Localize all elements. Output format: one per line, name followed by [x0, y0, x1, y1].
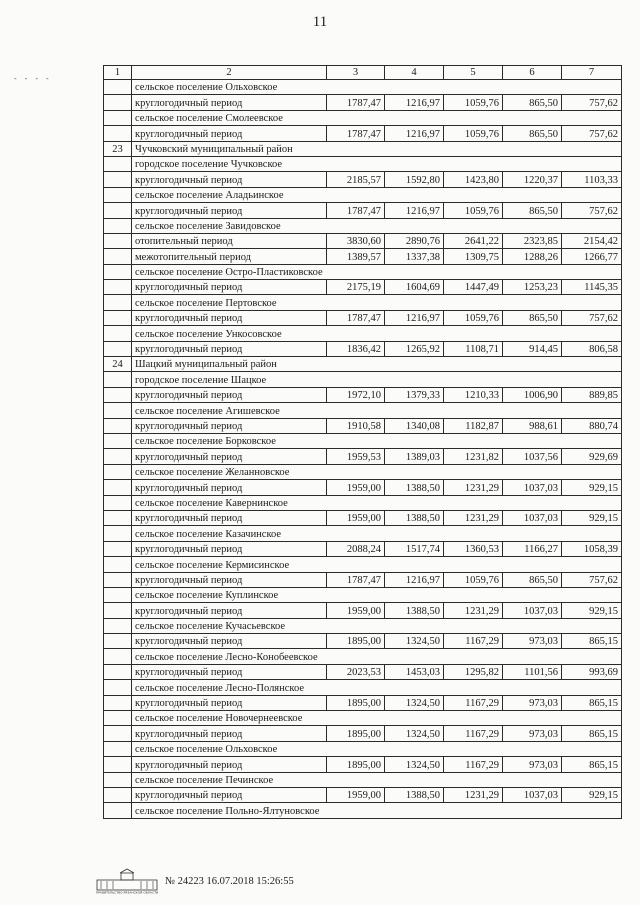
- period-label: круглогодичный период: [132, 203, 327, 218]
- index-cell: [104, 403, 132, 418]
- value-cell: 1108,71: [444, 341, 503, 356]
- index-cell: [104, 664, 132, 679]
- table-row-data: [104, 695, 622, 710]
- table-row-section: [104, 326, 622, 341]
- table-row-section: [104, 618, 622, 633]
- period-label: круглогодичный период: [132, 726, 327, 741]
- settlement-name: сельское поселение Ольховское: [132, 80, 622, 95]
- table-row-section: [104, 264, 622, 279]
- value-cell: 1037,56: [503, 449, 562, 464]
- period-label: круглогодичный период: [132, 757, 327, 772]
- value-cell: 1895,00: [327, 757, 385, 772]
- period-label: круглогодичный период: [132, 280, 327, 295]
- value-cell: 2890,76: [385, 233, 444, 248]
- index-cell: [104, 803, 132, 818]
- value-cell: 1231,29: [444, 510, 503, 525]
- column-number: 6: [503, 66, 562, 80]
- value-cell: 973,03: [503, 726, 562, 741]
- column-number: 5: [444, 66, 503, 80]
- index-cell: [104, 449, 132, 464]
- period-label: круглогодичный период: [132, 172, 327, 187]
- value-cell: 1182,87: [444, 418, 503, 433]
- settlement-name: сельское поселение Ольховское: [132, 741, 622, 756]
- index-cell: [104, 711, 132, 726]
- index-cell: [104, 326, 132, 341]
- value-cell: 1388,50: [385, 510, 444, 525]
- value-cell: 1059,76: [444, 572, 503, 587]
- value-cell: 1388,50: [385, 603, 444, 618]
- period-label: круглогодичный период: [132, 126, 327, 141]
- value-cell: 2175,19: [327, 280, 385, 295]
- value-cell: 1059,76: [444, 126, 503, 141]
- index-cell: [104, 695, 132, 710]
- value-cell: 889,85: [562, 387, 622, 402]
- table-row-data: [104, 510, 622, 525]
- value-cell: 1324,50: [385, 757, 444, 772]
- value-cell: 1959,00: [327, 510, 385, 525]
- period-label: круглогодичный период: [132, 510, 327, 525]
- value-cell: 1210,33: [444, 387, 503, 402]
- settlement-name: сельское поселение Аладьинское: [132, 187, 622, 202]
- index-cell: [104, 387, 132, 402]
- period-label: круглогодичный период: [132, 664, 327, 679]
- value-cell: 1216,97: [385, 126, 444, 141]
- index-cell: [104, 618, 132, 633]
- value-cell: 1101,56: [503, 664, 562, 679]
- table-row-section: [104, 711, 622, 726]
- tariff-table: [103, 65, 622, 819]
- table-row-section: [104, 372, 622, 387]
- settlement-name: городское поселение Чучковское: [132, 156, 622, 171]
- value-cell: 1787,47: [327, 310, 385, 325]
- value-cell: 914,45: [503, 341, 562, 356]
- settlement-name: сельское поселение Кучасьевское: [132, 618, 622, 633]
- index-cell: [104, 757, 132, 772]
- value-cell: 1295,82: [444, 664, 503, 679]
- value-cell: 2323,85: [503, 233, 562, 248]
- settlement-name: сельское поселение Ункосовское: [132, 326, 622, 341]
- value-cell: 757,62: [562, 310, 622, 325]
- value-cell: 1388,50: [385, 787, 444, 802]
- value-cell: 1059,76: [444, 203, 503, 218]
- index-cell: [104, 203, 132, 218]
- value-cell: 1216,97: [385, 310, 444, 325]
- index-cell: [104, 156, 132, 171]
- period-label: круглогодичный период: [132, 787, 327, 802]
- index-cell: [104, 464, 132, 479]
- value-cell: 1265,92: [385, 341, 444, 356]
- value-cell: 865,15: [562, 726, 622, 741]
- period-label: круглогодичный период: [132, 387, 327, 402]
- index-cell: [104, 372, 132, 387]
- value-cell: 1389,03: [385, 449, 444, 464]
- index-cell: [104, 787, 132, 802]
- value-cell: 757,62: [562, 203, 622, 218]
- value-cell: 865,50: [503, 95, 562, 110]
- value-cell: 1231,82: [444, 449, 503, 464]
- table-row-data: [104, 280, 622, 295]
- government-logo-icon: [95, 868, 159, 894]
- table-row-section: [104, 495, 622, 510]
- table-row-data: [104, 664, 622, 679]
- value-cell: 1836,42: [327, 341, 385, 356]
- table-row-section: [104, 649, 622, 664]
- index-cell: [104, 572, 132, 587]
- value-cell: 1145,35: [562, 280, 622, 295]
- value-cell: 1231,29: [444, 480, 503, 495]
- value-cell: 865,15: [562, 757, 622, 772]
- value-cell: 2023,53: [327, 664, 385, 679]
- value-cell: 1895,00: [327, 695, 385, 710]
- index-cell: [104, 295, 132, 310]
- period-label: круглогодичный период: [132, 603, 327, 618]
- table-row-data: [104, 634, 622, 649]
- value-cell: 2088,24: [327, 541, 385, 556]
- table-row-section: [104, 218, 622, 233]
- period-label: отопительный период: [132, 233, 327, 248]
- settlement-name: сельское поселение Желанновское: [132, 464, 622, 479]
- period-label: круглогодичный период: [132, 572, 327, 587]
- index-cell: [104, 433, 132, 448]
- district-name: Чучковский муниципальный район: [132, 141, 622, 156]
- value-cell: 1167,29: [444, 726, 503, 741]
- index-cell: [104, 634, 132, 649]
- table-row-data: [104, 449, 622, 464]
- page-number: 11: [312, 14, 328, 30]
- value-cell: 757,62: [562, 126, 622, 141]
- value-cell: 1972,10: [327, 387, 385, 402]
- settlement-name: сельское поселение Куплинское: [132, 587, 622, 602]
- table-row-data: [104, 126, 622, 141]
- value-cell: 929,15: [562, 510, 622, 525]
- table-row-section: [104, 587, 622, 602]
- table-row-data: [104, 203, 622, 218]
- value-cell: 1517,74: [385, 541, 444, 556]
- table-row-data: [104, 480, 622, 495]
- index-cell: [104, 510, 132, 525]
- value-cell: 929,15: [562, 787, 622, 802]
- period-label: круглогодичный период: [132, 418, 327, 433]
- column-number: 2: [132, 66, 327, 80]
- index-cell: [104, 557, 132, 572]
- table-row-section: [104, 557, 622, 572]
- value-cell: 1231,29: [444, 787, 503, 802]
- district-number: 24: [104, 357, 132, 372]
- value-cell: 1058,39: [562, 541, 622, 556]
- index-cell: [104, 480, 132, 495]
- value-cell: 1453,03: [385, 664, 444, 679]
- logo-text: ПРАВИТЕЛЬСТВО РЯЗАНСКОЙ ОБЛАСТИ: [95, 890, 159, 894]
- document-footer: [95, 868, 294, 894]
- period-label: круглогодичный период: [132, 95, 327, 110]
- table-row-data: [104, 310, 622, 325]
- value-cell: 1389,57: [327, 249, 385, 264]
- value-cell: 1216,97: [385, 95, 444, 110]
- value-cell: 1309,75: [444, 249, 503, 264]
- value-cell: 1266,77: [562, 249, 622, 264]
- settlement-name: сельское поселение Остро-Пластиковское: [132, 264, 622, 279]
- index-cell: [104, 233, 132, 248]
- value-cell: 973,03: [503, 634, 562, 649]
- settlement-name: сельское поселение Борковское: [132, 433, 622, 448]
- index-cell: [104, 726, 132, 741]
- value-cell: 2641,22: [444, 233, 503, 248]
- value-cell: 973,03: [503, 757, 562, 772]
- period-label: круглогодичный период: [132, 310, 327, 325]
- value-cell: 993,69: [562, 664, 622, 679]
- table-row-data: [104, 757, 622, 772]
- value-cell: 1604,69: [385, 280, 444, 295]
- index-cell: [104, 526, 132, 541]
- value-cell: 1959,00: [327, 787, 385, 802]
- table-row-data: [104, 387, 622, 402]
- value-cell: 1340,08: [385, 418, 444, 433]
- value-cell: 1216,97: [385, 572, 444, 587]
- value-cell: 1324,50: [385, 726, 444, 741]
- value-cell: 757,62: [562, 95, 622, 110]
- index-cell: [104, 341, 132, 356]
- value-cell: 988,61: [503, 418, 562, 433]
- index-cell: [104, 280, 132, 295]
- value-cell: 1167,29: [444, 634, 503, 649]
- settlement-name: сельское поселение Печинское: [132, 772, 622, 787]
- value-cell: 1423,80: [444, 172, 503, 187]
- value-cell: 1037,03: [503, 510, 562, 525]
- value-cell: 1288,26: [503, 249, 562, 264]
- table-row-data: [104, 726, 622, 741]
- settlement-name: сельское поселение Новочернеевское: [132, 711, 622, 726]
- index-cell: [104, 310, 132, 325]
- value-cell: 1959,00: [327, 480, 385, 495]
- settlement-name: сельское поселение Пертовское: [132, 295, 622, 310]
- table-row-data: [104, 418, 622, 433]
- index-cell: [104, 80, 132, 95]
- value-cell: 1166,27: [503, 541, 562, 556]
- table-row-section: [104, 110, 622, 125]
- value-cell: 1360,53: [444, 541, 503, 556]
- value-cell: 806,58: [562, 341, 622, 356]
- table-row-section: [104, 526, 622, 541]
- value-cell: 973,03: [503, 695, 562, 710]
- value-cell: 1388,50: [385, 480, 444, 495]
- value-cell: 1592,80: [385, 172, 444, 187]
- index-cell: [104, 218, 132, 233]
- settlement-name: сельское поселение Лесно-Полянское: [132, 680, 622, 695]
- value-cell: 1037,03: [503, 603, 562, 618]
- value-cell: 1787,47: [327, 203, 385, 218]
- value-cell: 1037,03: [503, 480, 562, 495]
- value-cell: 1167,29: [444, 695, 503, 710]
- value-cell: 865,15: [562, 634, 622, 649]
- column-number-row: [104, 66, 622, 80]
- value-cell: 929,69: [562, 449, 622, 464]
- table-row-data: [104, 787, 622, 802]
- value-cell: 1037,03: [503, 787, 562, 802]
- index-cell: [104, 649, 132, 664]
- value-cell: 1787,47: [327, 572, 385, 587]
- value-cell: 1253,23: [503, 280, 562, 295]
- table-row-district: [104, 141, 622, 156]
- index-cell: [104, 249, 132, 264]
- table-row-data: [104, 541, 622, 556]
- index-cell: [104, 264, 132, 279]
- period-label: круглогодичный период: [132, 541, 327, 556]
- settlement-name: сельское поселение Лесно-Конобеевское: [132, 649, 622, 664]
- value-cell: 880,74: [562, 418, 622, 433]
- value-cell: 929,15: [562, 480, 622, 495]
- table-row-section: [104, 156, 622, 171]
- value-cell: 1167,29: [444, 757, 503, 772]
- value-cell: 1324,50: [385, 695, 444, 710]
- table-row-section: [104, 680, 622, 695]
- value-cell: 865,50: [503, 203, 562, 218]
- table-row-section: [104, 433, 622, 448]
- settlement-name: сельское поселение Завидовское: [132, 218, 622, 233]
- value-cell: 865,15: [562, 695, 622, 710]
- value-cell: 1379,33: [385, 387, 444, 402]
- index-cell: [104, 603, 132, 618]
- table-row-section: [104, 80, 622, 95]
- district-name: Шацкий муниципальный район: [132, 357, 622, 372]
- value-cell: 1220,37: [503, 172, 562, 187]
- column-number: 3: [327, 66, 385, 80]
- table-row-section: [104, 464, 622, 479]
- value-cell: 1059,76: [444, 310, 503, 325]
- index-cell: [104, 495, 132, 510]
- value-cell: 929,15: [562, 603, 622, 618]
- settlement-name: сельское поселение Польно-Ялтуновское: [132, 803, 622, 818]
- index-cell: [104, 772, 132, 787]
- settlement-name: городское поселение Шацкое: [132, 372, 622, 387]
- value-cell: 1910,58: [327, 418, 385, 433]
- column-number: 4: [385, 66, 444, 80]
- value-cell: 1895,00: [327, 726, 385, 741]
- value-cell: 1959,00: [327, 603, 385, 618]
- value-cell: 3830,60: [327, 233, 385, 248]
- period-label: круглогодичный период: [132, 449, 327, 464]
- table-row-section: [104, 741, 622, 756]
- value-cell: 1337,38: [385, 249, 444, 264]
- table-row-section: [104, 803, 622, 818]
- period-label: круглогодичный период: [132, 480, 327, 495]
- index-cell: [104, 741, 132, 756]
- district-number: 23: [104, 141, 132, 156]
- value-cell: 1216,97: [385, 203, 444, 218]
- value-cell: 1787,47: [327, 126, 385, 141]
- period-label: круглогодичный период: [132, 634, 327, 649]
- period-label: круглогодичный период: [132, 341, 327, 356]
- value-cell: 1103,33: [562, 172, 622, 187]
- table-row-data: [104, 249, 622, 264]
- table-row-data: [104, 233, 622, 248]
- table-row-data: [104, 603, 622, 618]
- settlement-name: сельское поселение Казачинское: [132, 526, 622, 541]
- value-cell: 1324,50: [385, 634, 444, 649]
- index-cell: [104, 110, 132, 125]
- value-cell: 1447,49: [444, 280, 503, 295]
- table-row-district: [104, 357, 622, 372]
- period-label: межотопительный период: [132, 249, 327, 264]
- index-cell: [104, 126, 132, 141]
- value-cell: 2154,42: [562, 233, 622, 248]
- table-row-data: [104, 172, 622, 187]
- table-row-section: [104, 772, 622, 787]
- index-cell: [104, 680, 132, 695]
- period-label: круглогодичный период: [132, 695, 327, 710]
- settlement-name: сельское поселение Кермисинское: [132, 557, 622, 572]
- index-cell: [104, 541, 132, 556]
- value-cell: 865,50: [503, 572, 562, 587]
- document-number: № 24223 16.07.2018 15:26:55: [165, 875, 294, 887]
- value-cell: 757,62: [562, 572, 622, 587]
- column-number: 1: [104, 66, 132, 80]
- margin-mark: - - - -: [14, 74, 52, 83]
- value-cell: 1959,53: [327, 449, 385, 464]
- table-row-data: [104, 95, 622, 110]
- column-number: 7: [562, 66, 622, 80]
- table-row-section: [104, 403, 622, 418]
- table-row-data: [104, 572, 622, 587]
- index-cell: [104, 95, 132, 110]
- value-cell: 1006,90: [503, 387, 562, 402]
- table-row-section: [104, 295, 622, 310]
- index-cell: [104, 418, 132, 433]
- value-cell: 1787,47: [327, 95, 385, 110]
- value-cell: 865,50: [503, 310, 562, 325]
- table-row-data: [104, 341, 622, 356]
- value-cell: 1231,29: [444, 603, 503, 618]
- index-cell: [104, 587, 132, 602]
- index-cell: [104, 172, 132, 187]
- value-cell: 1059,76: [444, 95, 503, 110]
- value-cell: 865,50: [503, 126, 562, 141]
- settlement-name: сельское поселение Кавернинское: [132, 495, 622, 510]
- settlement-name: сельское поселение Агишевское: [132, 403, 622, 418]
- table-row-section: [104, 187, 622, 202]
- value-cell: 2185,57: [327, 172, 385, 187]
- settlement-name: сельское поселение Смолеевское: [132, 110, 622, 125]
- value-cell: 1895,00: [327, 634, 385, 649]
- index-cell: [104, 187, 132, 202]
